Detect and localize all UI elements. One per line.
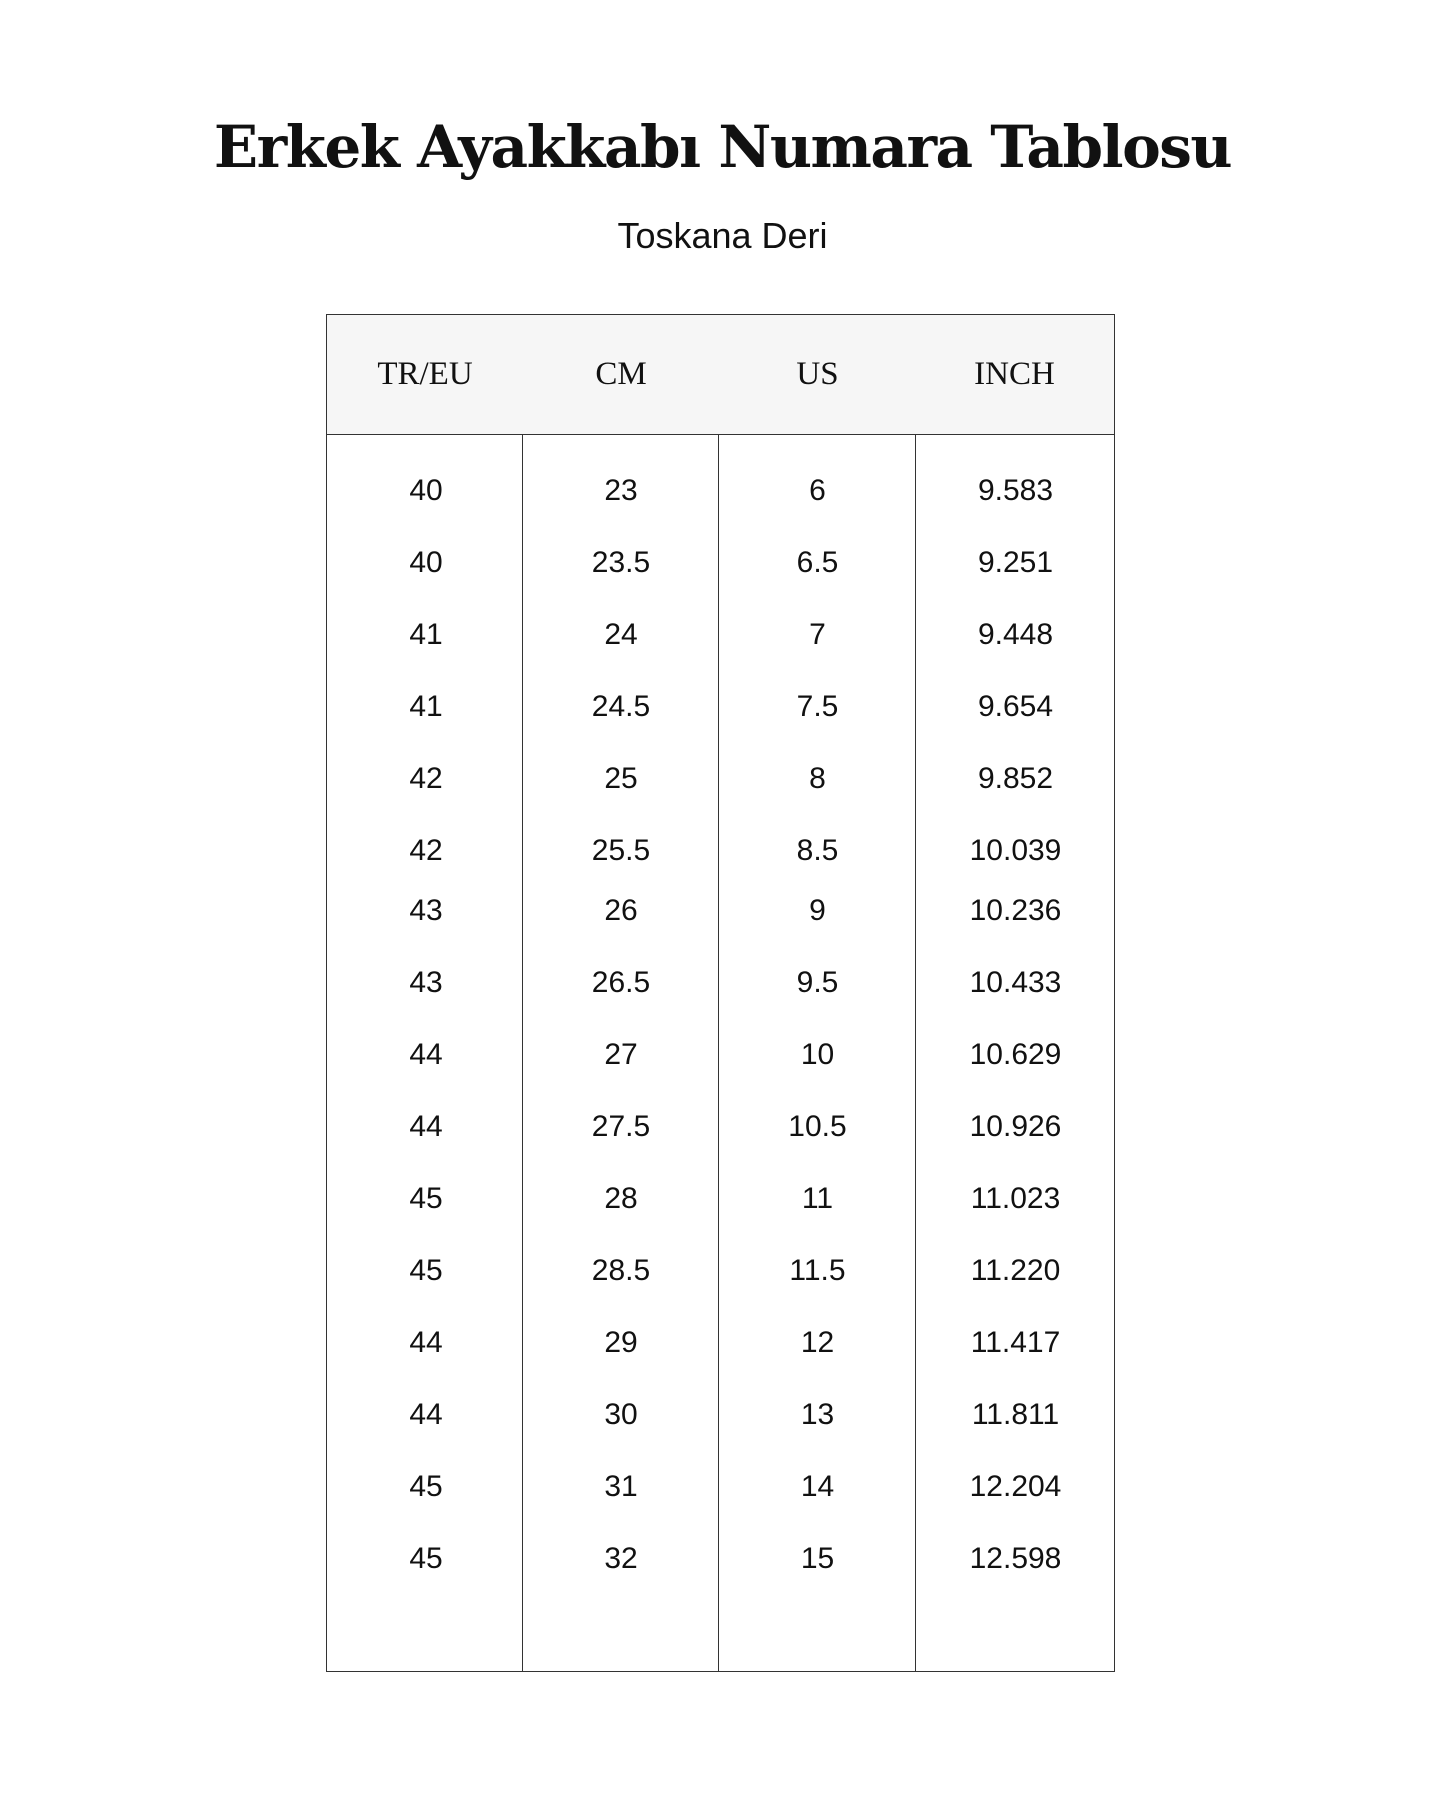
cell-tr-eu: 40 [409,474,443,507]
cell-cm: 24.5 [591,690,651,723]
cell-tr-eu: 42 [409,762,443,795]
cell-inch: 10.433 [969,966,1062,999]
cell-cm: 28.5 [591,1254,651,1287]
cell-cm: 28 [604,1182,638,1215]
header-tr-eu: TR/EU [377,356,473,392]
cell-cm: 25.5 [591,834,651,867]
cell-inch: 11.220 [970,1254,1061,1287]
cell-tr-eu: 43 [409,894,443,927]
cell-cm: 27 [604,1038,638,1071]
page-subtitle: Toskana Deri [617,215,828,256]
cell-cm: 23.5 [591,546,651,579]
cell-inch: 9.448 [977,618,1054,651]
cell-tr-eu: 44 [409,1398,443,1431]
cell-us: 13 [800,1398,835,1431]
header-us: US [796,356,839,392]
cell-tr-eu: 45 [409,1470,443,1503]
cell-tr-eu: 41 [409,618,443,651]
cell-inch: 9.583 [977,474,1054,507]
cell-us: 11.5 [789,1254,846,1287]
cell-inch: 12.204 [969,1470,1062,1503]
cell-us: 14 [800,1470,835,1503]
cell-inch: 12.598 [969,1542,1062,1575]
cell-tr-eu: 41 [409,690,443,723]
cell-cm: 29 [604,1326,638,1359]
cell-us: 6.5 [796,546,839,579]
cell-cm: 31 [604,1470,638,1503]
cell-inch: 11.023 [970,1182,1061,1215]
cell-inch: 9.852 [977,762,1054,795]
cell-cm: 30 [604,1398,638,1431]
cell-us: 7.5 [796,690,839,723]
cell-tr-eu: 44 [409,1110,443,1143]
cell-us: 15 [800,1542,835,1575]
cell-us: 10 [800,1038,835,1071]
header-inch: INCH [974,356,1055,392]
cell-tr-eu: 40 [409,546,443,579]
cell-us: 6 [809,474,826,507]
cell-tr-eu: 43 [409,966,443,999]
page-title: Erkek Ayakkabı Numara Tablosu [213,113,1232,181]
cell-us: 8 [809,762,826,795]
cell-us: 10.5 [788,1110,847,1143]
cell-tr-eu: 44 [409,1038,443,1071]
cell-cm: 26.5 [591,966,651,999]
header-cm: CM [595,356,647,392]
cell-cm: 25 [604,762,638,795]
cell-us: 7 [809,618,826,651]
cell-us: 9.5 [796,966,839,999]
cell-inch: 11.811 [971,1398,1060,1431]
cell-inch: 9.251 [977,546,1054,579]
cell-inch: 10.926 [969,1110,1062,1143]
cell-inch: 10.629 [969,1038,1062,1071]
cell-cm: 26 [604,894,638,927]
cell-inch: 11.417 [970,1326,1061,1359]
cell-us: 12 [800,1326,835,1359]
cell-inch: 10.236 [969,894,1062,927]
size-chart-table [326,314,1115,1672]
cell-inch: 9.654 [977,690,1054,723]
cell-cm: 24 [604,618,638,651]
cell-tr-eu: 42 [409,834,443,867]
table-header-row [327,315,1114,435]
cell-tr-eu: 45 [409,1542,443,1575]
cell-us: 11 [801,1182,834,1215]
cell-us: 9 [809,894,826,927]
cell-us: 8.5 [796,834,839,867]
cell-cm: 32 [604,1542,638,1575]
cell-cm: 23 [604,474,638,507]
cell-inch: 10.039 [969,834,1062,867]
cell-tr-eu: 45 [409,1182,443,1215]
cell-tr-eu: 45 [409,1254,443,1287]
cell-cm: 27.5 [591,1110,651,1143]
cell-tr-eu: 44 [409,1326,443,1359]
